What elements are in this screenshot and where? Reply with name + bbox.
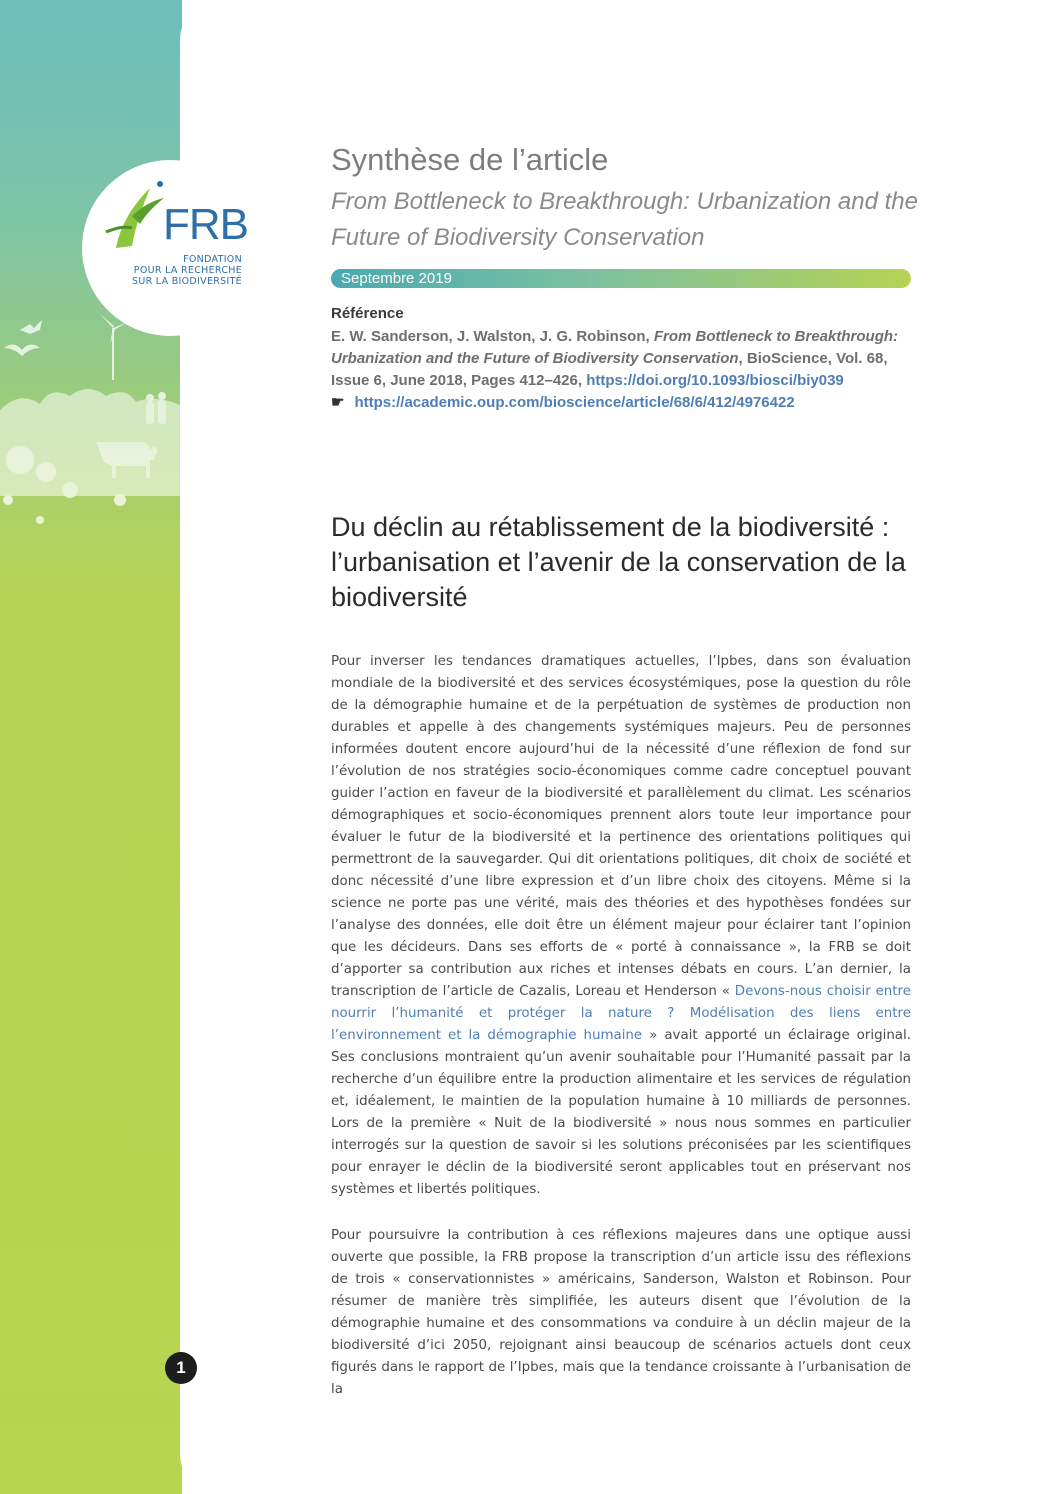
- reference-label: Référence: [331, 305, 404, 322]
- nature-silhouettes-decoration: [0, 300, 182, 560]
- page-number: 1: [165, 1352, 197, 1384]
- reference-authors: E. W. Sanderson, J. Walston, J. G. Robinson,: [331, 328, 654, 345]
- page-title: Synthèse de l’article: [331, 142, 609, 177]
- frb-leaf-logo-icon: [102, 176, 166, 256]
- article-url-link[interactable]: https://academic.oup.com/bioscience/article/68/6/412/4976422: [354, 394, 795, 411]
- article-title: From Bottleneck to Breakthrough: Urbanization and the Future of Biodiversity Conservation: [331, 188, 918, 251]
- reference-source: , BioScience, Vol. 68, Issue 6, June 2018, Pages 412–426,: [331, 350, 888, 389]
- pointing-hand-icon: ☛: [331, 394, 345, 411]
- date-label: Septembre 2019: [341, 270, 452, 287]
- logo-wordmark: FRB: [163, 200, 248, 249]
- cazalis-article-link[interactable]: Devons-nous choisir entre nourrir l’humanité et protéger la nature ? Modélisation des liens entre l’environnement et la démographie humaine: [331, 984, 911, 1043]
- paragraph-2: Pour poursuivre la contribution à ces réflexions majeures dans une optique aussi ouverte que possible, la FRB propose la transcription d’un article issu des réflexions de trois « conservationnistes » américains, Sanderson, Walston et Robinson. Pour résumer de manière très simplifiée, les auteurs disent que l’évolution de la démographie humaine et des consommations va conduire à un déclin majeur de la biodiversité d’ici 2050, rejoignant ainsi beaucoup de scénarios actuels dont ceux figurés dans le rapport de l’Ipbes, mais que la tendance croissante à l’urbanisation de la: [331, 1228, 911, 1397]
- logo-tagline: FONDATION POUR LA RECHERCHE SUR LA BIODIVERSITÉ: [132, 254, 242, 287]
- paragraph-1: Pour inverser les tendances dramatiques actuelles, l’Ipbes, dans son évaluation mondiale de la biodiversité et des services écosystémiques, pose la question du rôle de la démographie humaine et de la perpétuation de systèmes de production non durables et appelle à des changements systémiques majeurs. Peu de personnes informées doutent encore aujourd’hui de la nécessité d’une réflexion de fond sur l’évolution de nos stratégies socio-économiques comme cadre conceptuel pouvant guider l’action en faveur de la biodiversité et parallèlement du climat. Les scénarios démographiques et socio-économiques prennent alors toute leur importance pour évaluer le futur de la biodiversité et la pertinence des orientations politiques qui permettront de la sauvegarder. Qui dit orientations politiques, dit choix de société et donc nécessité d’une libre expression et d’un libre choix des citoyens. Même si la science ne porte pas une vérité, mais des théories et des hypothèses fondées sur l’analyse des données, elle doit être un élément majeur pour éclairer tant l’opinion que les décideurs. Dans ses efforts de « porté à connaissance », la FRB se doit d’apporter sa contribution aux riches et intenses débats en cours. L’an dernier, la transcription de l’article de Cazalis, Loreau et Henderson « Devons-nous choisir entre nourrir l’humanité et protéger la nature ? Modélisation des liens entre l’environnement et la démographie humaine » avait apporté un éclairage original. Ses conclusions montraient qu’un avenir souhaitable pour l’Humanité passait par la recherche d’un équilibre entre la production alimentaire et les services de régulation et, idéalement, le maintien de la population humaine à 10 milliards de personnes. Lors de la première « Nuit de la biodiversité » nous nous sommes en particulier interrogés sur la question de savoir si les solutions préconisées par les scientifiques pour enrayer le déclin de la biodiversité seront applicables tout en préservant nos systèmes et libertés politiques.: [331, 654, 911, 1197]
- reference-url-line: [331, 392, 911, 414]
- reference-citation: [331, 326, 911, 392]
- doi-link[interactable]: https://doi.org/10.1093/biosci/biy039: [586, 372, 844, 389]
- reference-article-title: From Bottleneck to Breakthrough: Urbanization and the Future of Biodiversity Conservation: [331, 328, 899, 367]
- article-heading: Du déclin au rétablissement de la biodiversité : l’urbanisation et l’avenir de la conservation de la biodiversité: [331, 512, 906, 612]
